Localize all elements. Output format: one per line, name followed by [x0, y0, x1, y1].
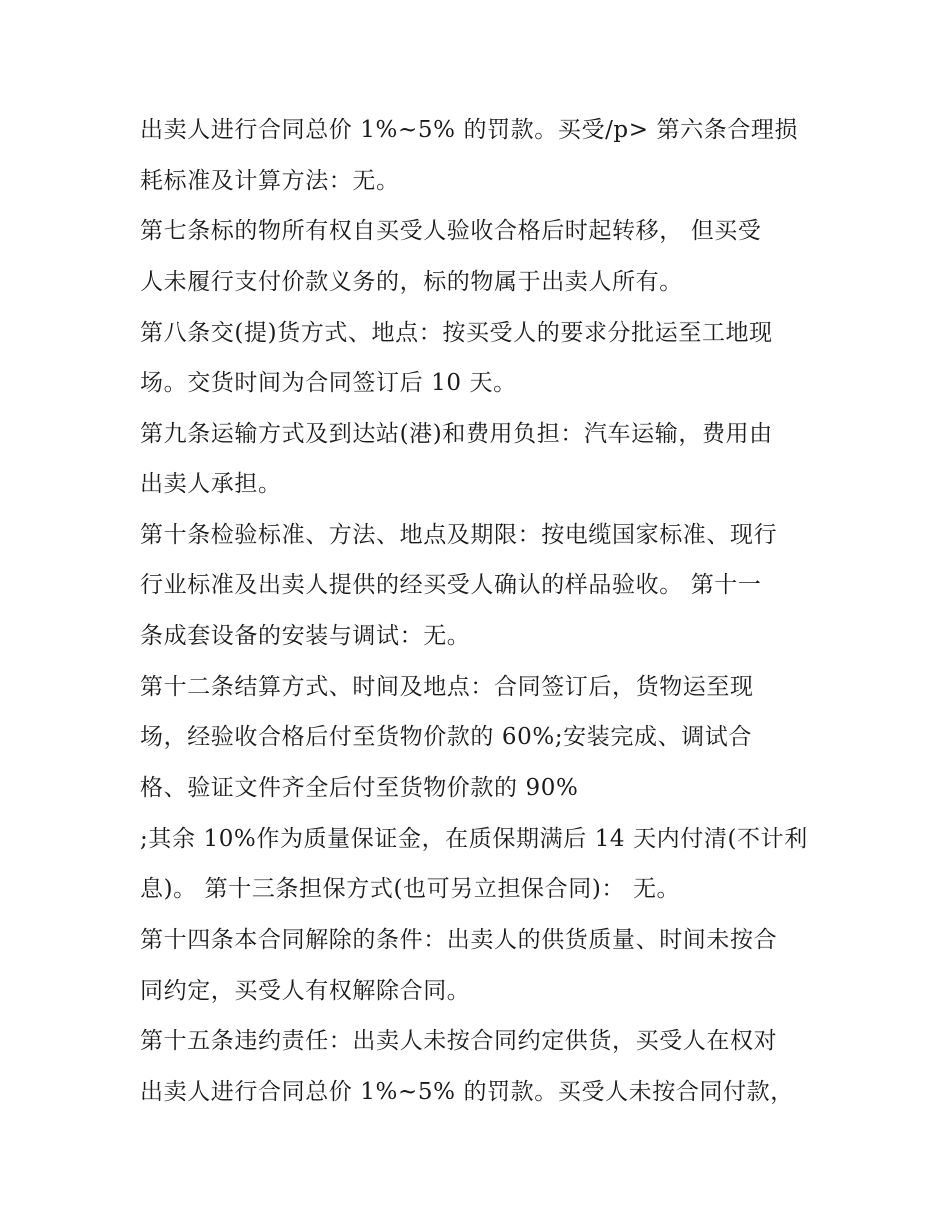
text-line: 息)。 第十三条担保方式(也可另立担保合同)： 无。 [140, 876, 681, 902]
text-line: 同约定，买受人有权解除合同。 [140, 978, 471, 1004]
text-line: 行业标准及出卖人提供的经买受人确认的样品验收。 第十一 [140, 572, 762, 598]
text-line: 第十二条结算方式、时间及地点：合同签订后，货物运至现 [140, 674, 754, 700]
text-line: ;其余 10%作为质量保证金，在质保期满后 14 天内付清(不计利 [140, 826, 808, 852]
text-line: 第十五条违约责任：出卖人未按合同约定供货，买受人在权对 [140, 1028, 778, 1054]
text-line: 第九条运输方式及到达站(港)和费用负担：汽车运输，费用由 [140, 421, 773, 447]
text-line: 第七条标的物所有权自买受人验收合格后时起转移， 但买受 [140, 218, 762, 244]
text-line: 耗标准及计算方法：无。 [140, 168, 400, 194]
text-line: 出卖人进行合同总价 1%~5% 的罚款。买受/p> 第六条合理损 [140, 117, 799, 143]
text-line: 第十四条本合同解除的条件：出卖人的供货质量、时间未按合 [140, 927, 778, 953]
text-line: 人未履行支付价款义务的，标的物属于出卖人所有。 [140, 269, 683, 295]
text-line: 第八条交(提)货方式、地点：按买受人的要求分批运至工地现 [140, 320, 773, 346]
text-line: 出卖人进行合同总价 1%~5% 的罚款。买受人未按合同付款， [140, 1079, 794, 1105]
text-line: 出卖人承担。 [140, 471, 282, 497]
text-line: 场。交货时间为合同签订后 10 天。 [140, 370, 517, 396]
text-line: 条成套设备的安装与调试：无。 [140, 623, 471, 649]
text-line: 场，经验收合格后付至货物价款的 60%;安装完成、调试合 [140, 724, 752, 750]
text-line: 第十条检验标准、方法、地点及期限：按电缆国家标准、现行 [140, 522, 778, 548]
text-line: 格、验证文件齐全后付至货物价款的 90% [140, 775, 579, 801]
